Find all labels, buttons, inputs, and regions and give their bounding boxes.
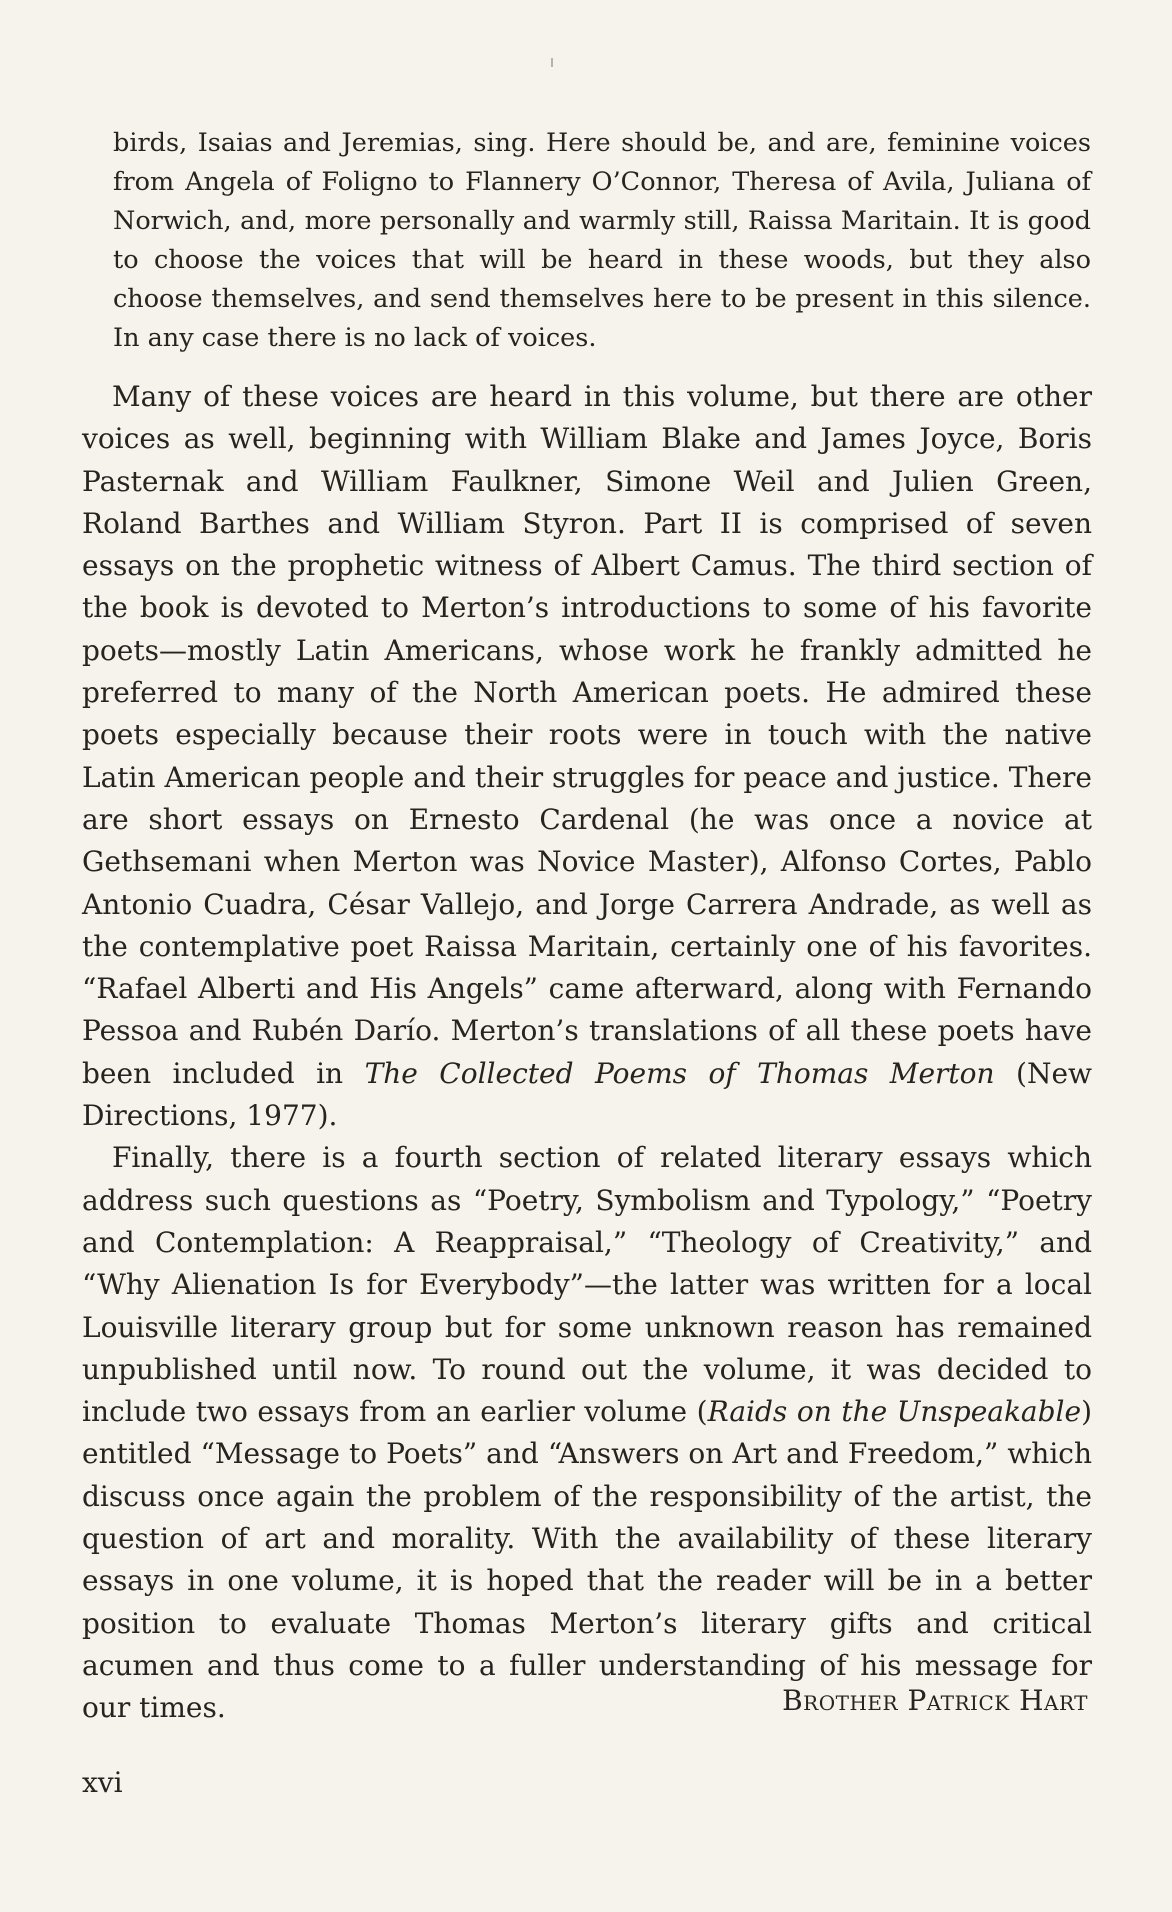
quote-paragraph: birds, Isaias and Jeremias, sing. Here should be, and are, feminine voices from Angela of Foligno to Flannery O’Connor, Theresa of Avila, Juliana of Norwich, and, more personally and warmly still, Raissa Maritain. It is good to choose the voices that will be heard in these woods, but they also choose themselves, and send themselves here to be present in this silence. In any case there is no lack of voices. bbox=[113, 128, 1091, 353]
paragraph-1-book-title: The Collected Poems of Thomas Merton bbox=[364, 1056, 995, 1090]
author-signature: Brother Patrick Hart bbox=[782, 1684, 1088, 1717]
paragraph-2 bbox=[82, 1137, 1092, 1729]
paragraph-1-tail: (New Directions, 1977). bbox=[82, 1056, 1092, 1133]
main-text bbox=[82, 376, 1092, 1730]
page-number: xvi bbox=[82, 1766, 123, 1799]
scan-speck bbox=[551, 58, 553, 67]
paragraph-2-head: Finally, there is a fourth section of related literary essays which address such questions as “Poetry, Symbolism and Typology,” “Poetry and Contemplation: A Reappraisal,” “Theology of Creativity,” and “Why Alienation Is for Everybody”—the latter was written for a local Louisville literary group but for some unknown reason has remained unpublished until now. To round out the volume, it was decided to include two essays from an earlier volume ( bbox=[82, 1141, 1092, 1429]
paragraph-2-book-title: Raids on the Unspeakable bbox=[707, 1395, 1082, 1429]
paragraph-2-tail: ) entitled “Message to Poets” and “Answers on Art and Freedom,” which discuss once again the problem of the responsibility of the artist, the question of art and morality. With the availability of these literary essays in one volume, it is hoped that the reader will be in a better position to evaluate Thomas Merton’s literary gifts and critical acumen and thus come to a fuller understanding of his message for our times. bbox=[82, 1395, 1093, 1725]
paragraph-1 bbox=[82, 376, 1092, 1137]
paragraph-1-text: Many of these voices are heard in this volume, but there are other voices as well, beginning with William Blake and James Joyce, Boris Pasternak and William Faulkner, Simone Weil and Julien Green, Roland Barthes and William Styron. Part II is comprised of seven essays on the prophetic witness of Albert Camus. The third section of the book is devoted to Merton’s introductions to some of his favorite poets—mostly Latin Americans, whose work he frankly admitted he preferred to many of the North American poets. He admired these poets especially because their roots were in touch with the native Latin American people and their struggles for peace and justice. There are short essays on Ernesto Cardenal (he was once a novice at Gethsemani when Merton was Novice Master), Alfonso Cortes, Pablo Antonio Cuadra, César Vallejo, and Jorge Carrera Andrade, as well as the contemplative poet Raissa Maritain, certainly one of his favorites. “Rafael Alberti and His Angels” came afterward, along with Fernando Pessoa and Rubén Darío. Merton’s translations of all these poets have been included in bbox=[82, 380, 1092, 1090]
quoted-passage bbox=[113, 124, 1091, 358]
